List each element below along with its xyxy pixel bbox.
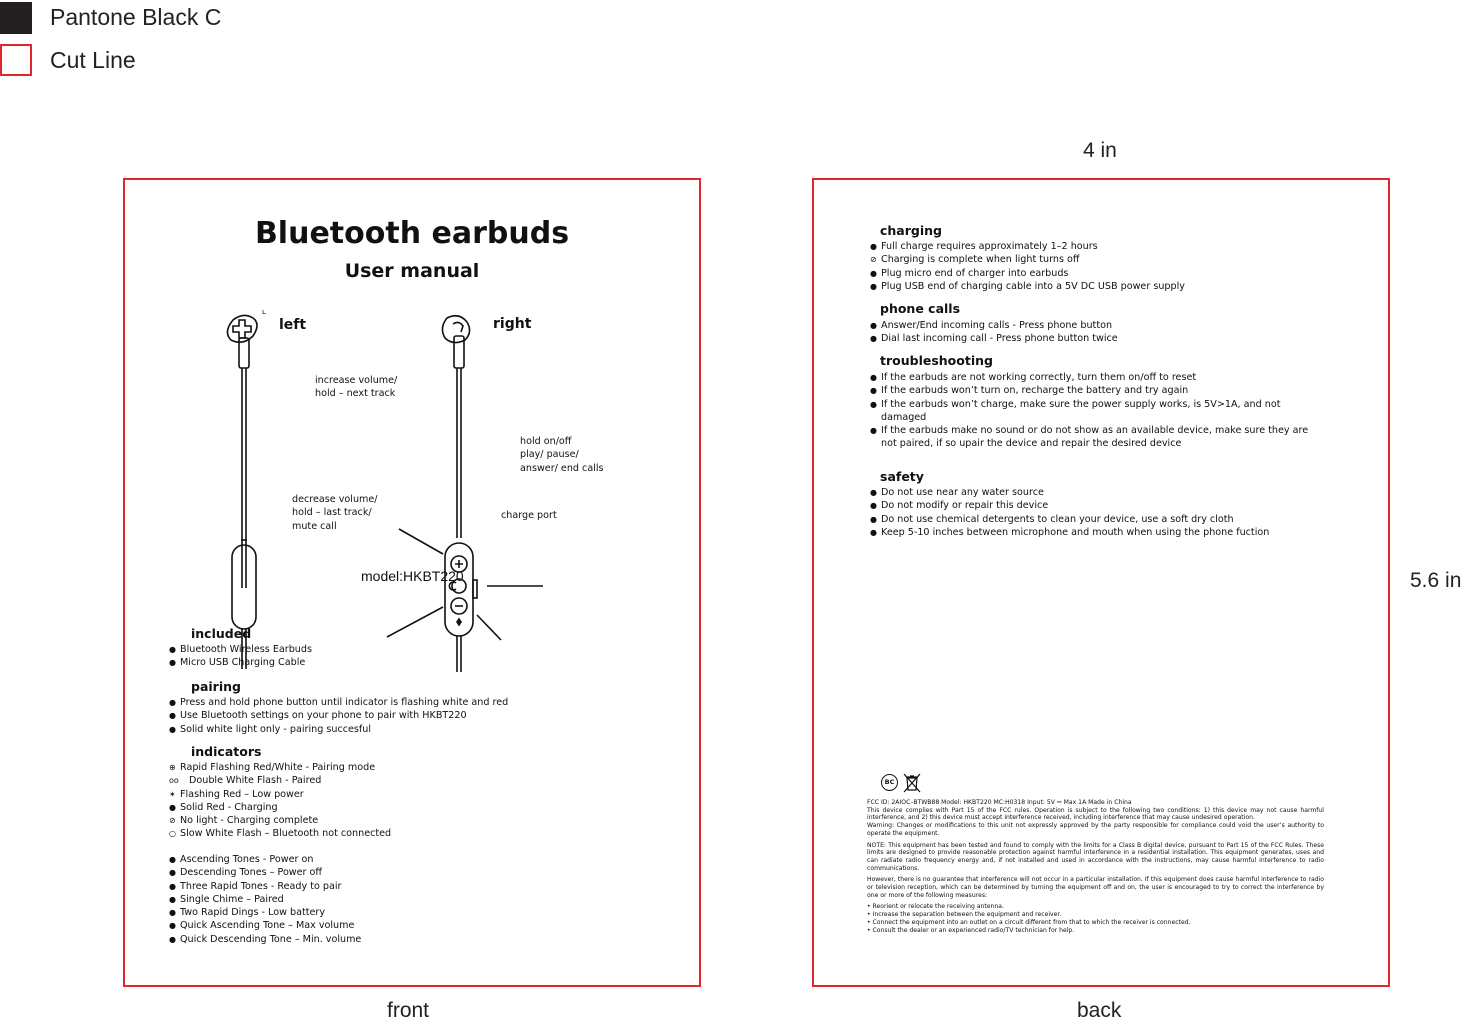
list-item: ✶ Flashing Red – Low power — [169, 788, 304, 800]
list-item: ● Solid Red - Charging — [169, 801, 278, 813]
list-item: ⊕ Rapid Flashing Red/White - Pairing mode — [169, 762, 376, 773]
list-item: ● If the earbuds are not working correctly, turn them on/off to reset — [870, 372, 1197, 383]
cut-line-swatch — [0, 44, 32, 76]
callout-increase-volume: increase volume/ hold – next track — [315, 375, 398, 400]
list-item: ● If the earbuds won’t turn on, recharge the battery and try again — [870, 385, 1189, 397]
list-item: ● Solid white light only - pairing succesful — [169, 723, 372, 735]
phone-calls-list — [870, 319, 1118, 346]
legend-label-cut-line: Cut Line — [50, 47, 136, 73]
back-panel-label: back — [1077, 999, 1122, 1022]
fcc-id-line: FCC ID: 2AIOC–BTWB88 Model: HKBT220 MC:H0318 Input: 5V ⎓ Max 1A Made in China — [867, 799, 1132, 806]
phone-calls-heading: phone calls — [880, 301, 961, 316]
list-item: ○ Slow White Flash – Bluetooth not connected — [169, 828, 392, 840]
charging-list — [870, 240, 1185, 293]
earbud-left-label: left — [279, 317, 307, 333]
width-dimension: 4 in — [1083, 139, 1117, 162]
list-item: ● If the earbuds won’t charge, make sure the power supply works, is 5V>1A, and not damaged — [870, 398, 1281, 423]
weee-bin-icon — [903, 773, 921, 793]
included-heading: included — [191, 626, 252, 641]
list-item: ● Ascending Tones - Power on — [169, 854, 314, 865]
list-item: ● Single Chime – Paired — [169, 893, 284, 905]
list-item: ● Quick Ascending Tone – Max volume — [169, 920, 355, 932]
right-earbud — [442, 316, 477, 672]
included-list — [169, 643, 312, 670]
list-item: ● Answer/End incoming calls - Press phone button — [870, 320, 1113, 331]
back-panel — [812, 178, 1390, 987]
pantone-black-swatch — [0, 2, 32, 34]
list-item: ● Do not use near any water source — [870, 487, 1044, 498]
pairing-heading: pairing — [191, 679, 241, 694]
list-item: ● Three Rapid Tones - Ready to pair — [169, 880, 342, 892]
left-earbud — [227, 315, 257, 669]
list-item: ● Two Rapid Dings - Low battery — [169, 907, 326, 919]
earbuds-diagram — [125, 310, 703, 680]
list-item: ● Dial last incoming call - Press phone button twice — [870, 333, 1118, 345]
charging-heading: charging — [880, 223, 942, 238]
list-item: ● Keep 5-10 inches between microphone and mouth when using the phone fuction — [870, 526, 1270, 538]
page-title: Bluetooth earbuds — [254, 216, 570, 251]
list-item: ● Quick Descending Tone – Min. volume — [169, 933, 362, 945]
legend-label-pantone: Pantone Black C — [50, 4, 222, 30]
svg-text:L: L — [262, 310, 266, 316]
list-item: ● Do not use chemical detergents to clean your device, use a soft dry cloth — [870, 513, 1234, 525]
pairing-list — [169, 696, 508, 736]
callout-charge-port: charge port — [501, 510, 557, 521]
callout-decrease-volume: decrease volume/ hold – last track/ mute call — [292, 494, 378, 532]
list-item: ● Plug USB end of charging cable into a 5V DC USB power supply — [870, 280, 1185, 292]
list-item: ● Do not modify or repair this device — [870, 500, 1049, 512]
list-item: • Consult the dealer or an experienced radio/TV technician for help. — [867, 927, 1324, 935]
list-item: • Connect the equipment into an outlet on a circuit different from that to which the receiver is connected. — [867, 919, 1324, 927]
troubleshooting-list — [870, 371, 1320, 451]
list-item: • Reorient or relocate the receiving antenna. — [867, 903, 1324, 911]
list-item: ● Full charge requires approximately 1–2 hours — [870, 241, 1098, 252]
indicator-lights-list — [169, 761, 391, 841]
indicator-tones-list — [169, 853, 361, 946]
safety-heading: safety — [880, 469, 924, 484]
front-panel-label: front — [387, 999, 430, 1022]
list-item: ● Descending Tones – Power off — [169, 867, 323, 879]
list-item: ● Bluetooth Wireless Earbuds — [169, 644, 312, 655]
fcc-measures-list — [867, 903, 1324, 934]
earbud-right-label: right — [493, 316, 532, 332]
list-item: oo Double White Flash - Paired — [169, 775, 322, 787]
height-dimension: 5.6 in — [1410, 569, 1462, 592]
page-subtitle: User manual — [344, 260, 480, 282]
callout-hold-button: hold on/off play/ pause/ answer/ end calls — [520, 436, 604, 474]
safety-list — [870, 486, 1269, 539]
indicators-heading: indicators — [191, 744, 262, 759]
list-item: ⊘ No light - Charging complete — [169, 815, 319, 827]
fcc-statement: FCC ID: 2AIOC–BTWB88 Model: HKBT220 MC:H0318 Input: 5V ⎓ Max 1A Made in China This device complies with Part 15 of the FCC rules. Operation is subject to the following two conditions: 1) this device may not cause harmful interference, and 2) this device must accept interference received, including interference that may cause undesired operation. Warning: Changes or modifications to this unit not expressly approved by the party responsible for compliance could void the user’s authority to operate the equipment. NOTE: This equipment has been tested and found to comply with the limits for a Class B digital device, pursuant to Part 15 of the FCC Rules. These limits are designed to provide reasonable protection against harmful interference in a residential installation. This equipment generates, uses and can radiate radio frequency energy and, if not installed and used in accordance with the instructions, may cause harmful interference to radio communications. However, there is no guarantee that interference will not occur in a particular installation. If this equipment does cause harmful interference to radio or television reception, which can be determined by turning the equipment off and on, the user is encouraged to try to correct the interference by one or more of the following measures: • Reorient or relocate the receiving antenna. • Increase the separation between the equipment and receiver. • Connect the equipment into an outlet on a circuit different from that to which the receiver is connected. • Consult the dealer or an experienced radio/TV technician for help. — [867, 799, 1324, 934]
front-panel — [123, 178, 701, 987]
list-item: • Increase the separation between the equipment and receiver. — [867, 911, 1324, 919]
list-item: ● Micro USB Charging Cable — [169, 657, 306, 669]
list-item: ● Press and hold phone button until indicator is flashing white and red — [169, 697, 509, 708]
troubleshooting-heading: troubleshooting — [880, 353, 993, 368]
list-item: ● If the earbuds make no sound or do not show as an available device, make sure they are not paired, if so upair the device and repair the desired device — [870, 425, 1309, 450]
list-item: ⊘ Charging is complete when light turns off — [870, 254, 1080, 266]
list-item: ● Plug micro end of charger into earbuds — [870, 267, 1069, 279]
model-number: model:HKBT220 — [361, 568, 464, 584]
bc-certification-icon: BC — [881, 774, 898, 791]
list-item: ● Use Bluetooth settings on your phone to pair with HKBT220 — [169, 710, 467, 722]
